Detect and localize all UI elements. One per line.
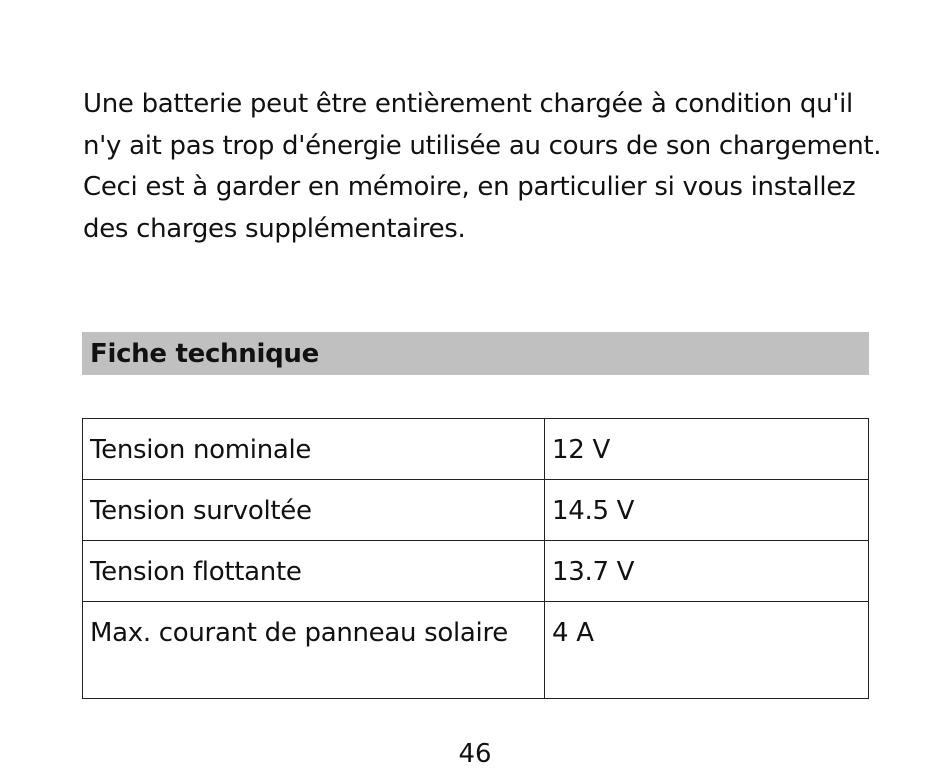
spec-label: Max. courant de panneau solaire	[83, 602, 545, 699]
spec-label: Tension nominale	[83, 419, 545, 480]
table-row	[83, 541, 869, 602]
spec-value: 13.7 V	[545, 541, 869, 602]
spec-value: 4 A	[545, 602, 869, 699]
table-row	[83, 480, 869, 541]
spec-value: 14.5 V	[545, 480, 869, 541]
spec-table	[82, 418, 869, 699]
spec-label: Tension flottante	[83, 541, 545, 602]
spec-value: 12 V	[545, 419, 869, 480]
table-row	[83, 419, 869, 480]
intro-paragraph: Une batterie peut être entièrement chargée à condition qu'il n'y ait pas trop d'énergie utilisée au cours de son chargement. Ceci est à garder en mémoire, en particulier si vous installez des charges supplémentaires.	[83, 89, 882, 244]
page-number: 46	[458, 739, 492, 769]
spec-label: Tension survoltée	[83, 480, 545, 541]
table-row	[83, 602, 869, 699]
section-heading: Fiche technique	[82, 332, 869, 375]
